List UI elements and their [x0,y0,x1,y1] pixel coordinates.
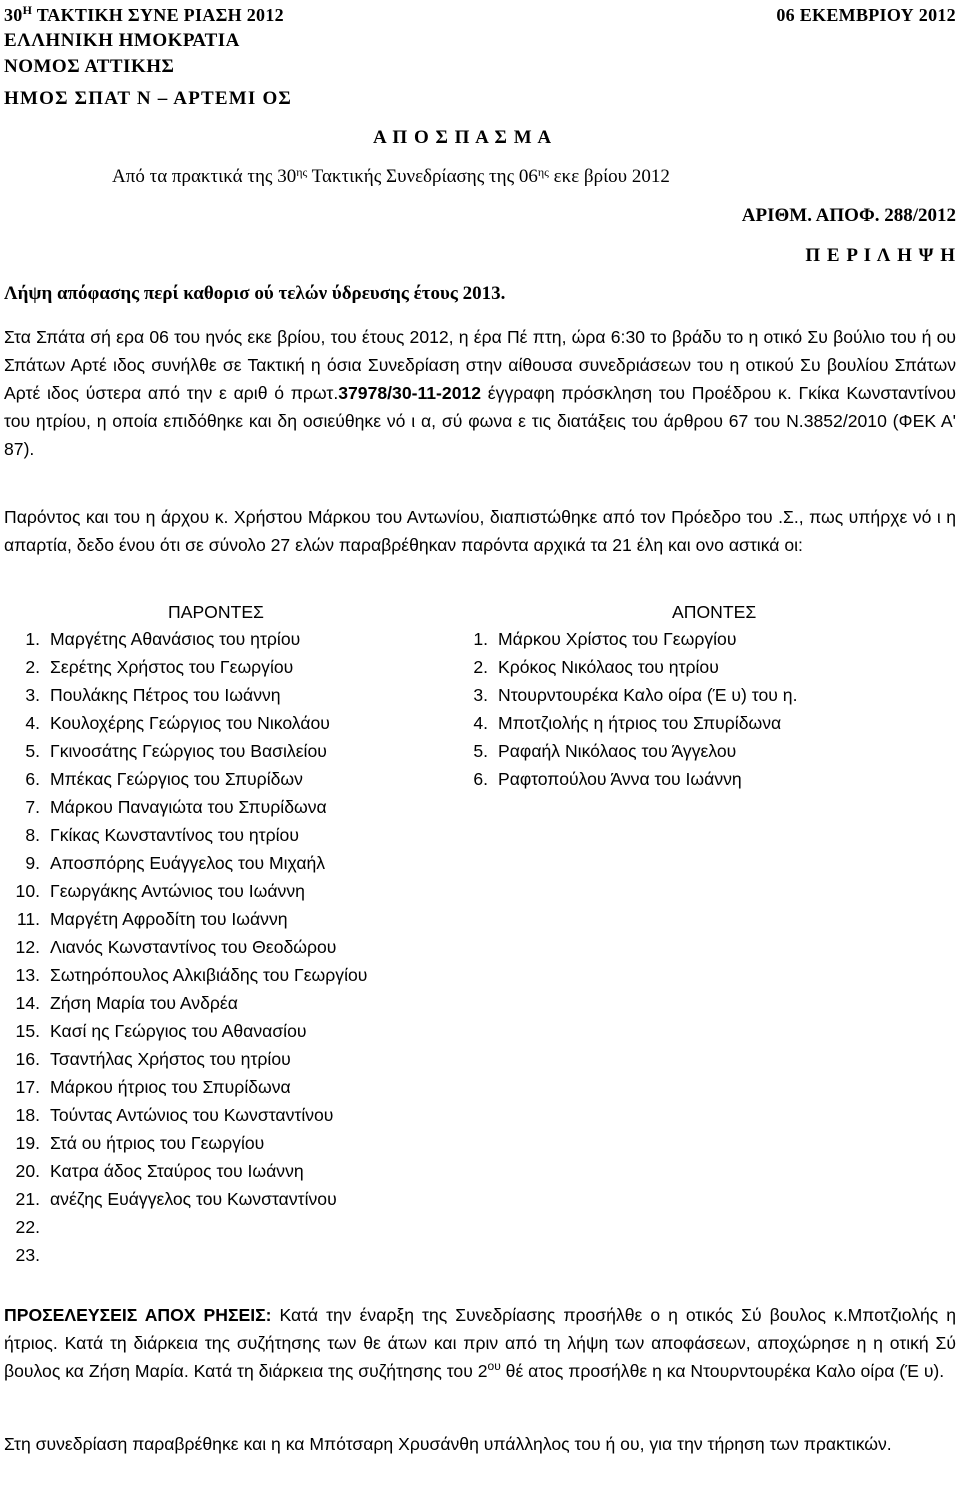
arrivals-paragraph [4,1301,956,1385]
list-item [0,684,281,706]
list-item-name: Ζήση Μαρία του Ανδρέα [50,993,238,1013]
list-item-name: ανέζης Ευάγγελος του Κωνσταντίνου [50,1189,337,1209]
list-item-number: 13. [15,965,40,985]
present-heading: ΠΑΡΟΝΤΕΣ [168,602,264,622]
list-item-name: Μάρκου Παναγιώτα του Σπυρίδωνα [50,797,327,817]
presence-paragraph: Παρόντος και του η άρχου κ. Χρήστου Μάρκου του Αντωνίου, διαπιστώθηκε από τον Πρόεδρο του .Σ., πως υπήρχε νό ι η απαρτία, δεδο ένου ότι σε σύνολο 27 ελών παραβρέθηκαν παρόντα αρχικά τα 21 έλη και ονο αστικά οι: [4,507,956,555]
list-item-number: 4. [473,713,488,733]
arrivals-superscript: ου [487,1359,501,1373]
list-item-name: Κρόκος Νικόλαος του ητρίου [498,657,719,677]
list-item [0,1104,333,1126]
list-item [0,824,299,846]
list-item-number: 2. [25,657,40,677]
list-item-name: Τσαντήλας Χρήστος του ητρίου [50,1049,291,1069]
list-item-number: 7. [25,797,40,817]
list-item [0,1188,337,1210]
absent-heading: ΑΠΟΝΤΕΣ [672,602,757,622]
list-item-number: 2. [473,657,488,677]
protocol-number: 37978/30-11-2012 [338,383,482,403]
session-number: 30 [4,5,23,25]
list-item-number: 9. [25,853,40,873]
list-item [448,712,781,734]
list-item-number: 4. [25,713,40,733]
list-item-number: 3. [25,685,40,705]
session-superscript: Η [22,3,33,17]
country-line: ΕΛΛΗΝΙΚΗ ΗΜΟΚΡΑΤΙΑ [4,30,240,51]
list-item-name: Ντουρντουρέκα Καλο οίρα (Έ υ) του η. [498,685,798,705]
list-item-number: 3. [473,685,488,705]
list-item-number: 6. [473,769,488,789]
decision-number: ΑΡΙΘΜ. ΑΠΟΦ. 288/2012 [741,205,956,226]
list-item-name: Αποσπόρης Ευάγγελος του Μιχαήλ [50,853,326,873]
list-item [448,628,736,650]
list-item [0,656,293,678]
list-item [0,1216,50,1238]
intro-text-b: έγγραφη πρόσκληση του Προέδρου κ. Γκίκα Κωνσταντίνου του ητρίου, η οποία επιδόθηκε και δη οσιεύθηκε νό ι α, σύ φωνα ε τις διατάξεις του άρθρου 67 του Ν.3852/2010 (ΦΕΚ Α' 87). [4,383,956,459]
extract-part-b: Τακτικής Συνεδρίασης της 06 [307,166,538,187]
extract-sup-2: ης [537,165,549,179]
list-item-name: Μπέκας Γεώργιος του Σπυρίδων [50,769,303,789]
list-item-name: Ραφαήλ Νικόλαος του Άγγελου [498,741,737,761]
list-item-name: Γκίκας Κωνσταντίνος του ητρίου [50,825,299,845]
list-item-name: Κασί ης Γεώργιος του Αθανασίου [50,1021,307,1041]
list-item-name: Σωτηρόπουλος Αλκιβιάδης του Γεωργίου [50,965,368,985]
list-item [0,1244,50,1266]
list-item-number: 1. [25,629,40,649]
list-item [0,964,367,986]
list-item-number: 5. [25,741,40,761]
list-item-name: Κατρα άδος Σταύρος του Ιωάννη [50,1161,304,1181]
extract-sup-1: ης [296,165,308,179]
list-item [0,1020,307,1042]
list-item-name: Σερέτης Χρήστος του Γεωργίου [50,657,294,677]
summary-label: Π Ε Ρ Ι Λ Η Ψ Η [805,245,956,266]
list-item-number: 21. [15,1189,40,1209]
session-date: 06 ΕΚΕΜΒΡΙΟΥ 2012 [776,5,956,25]
extract-part-a: Από τα πρακτικά της 30 [112,166,297,187]
municipality-line: ΗΜΟΣ ΣΠΑΤ Ν – ΑΡΤΕΜΙ ΟΣ [4,88,293,109]
arrivals-text-b: θέ ατος προσήλθε η κα Ντουρντουρέκα Καλο οίρα (Έ υ). [500,1361,945,1381]
list-item [448,684,797,706]
list-item-name: Μάρκου ήτριος του Σπυρίδωνα [50,1077,291,1097]
list-item [448,740,736,762]
list-item-name: Τούντας Αντώνιος του Κωνσταντίνου [50,1105,334,1125]
list-item-number: 12. [15,937,40,957]
document-title: Α Π Ο Σ Π Α Σ Μ Α [373,127,553,148]
list-item [0,1048,291,1070]
extract-part-c: εκε βρίου 2012 [548,166,670,187]
list-item [448,656,719,678]
list-item-name: Γεωργάκης Αντώνιος του Ιωάννη [50,881,305,901]
list-item [0,908,288,930]
list-item [0,1132,264,1154]
list-item-number: 16. [15,1049,40,1069]
intro-paragraph [4,323,956,463]
list-item-number: 19. [15,1133,40,1153]
arrivals-label: ΠΡΟΣΕΛΕΥΣΕΙΣ ΑΠΟΧ ΡΗΣΕΙΣ: [4,1305,272,1325]
list-item-number: 15. [15,1021,40,1041]
list-item-number: 6. [25,769,40,789]
list-item [0,852,325,874]
prefecture-line: ΝΟΜΟΣ ΑΤΤΙΚΗΣ [4,56,175,77]
list-item-name: Μάρκου Χρίστος του Γεωργίου [498,629,737,649]
intro-text-a: Στα Σπάτα σή ερα 06 του ηνός εκε βρίου, του έτους 2012, η έρα Πέ πτη, ώρα 6:30 το βράδυ το η οτικό Συ βούλιο του ή ου Σπάτων Αρτέ ιδος συνήλθε σε Τακτική η όσια Συνεδρίαση στην αίθουσα συνεδριάσεων του η οτικού Συ βουλίου Σπάτων Αρτέ ιδος ύστερα από την ε αριθ ό πρωτ. [4,327,956,403]
list-item [0,628,300,650]
list-item [0,1076,291,1098]
list-item-number: 17. [15,1077,40,1097]
list-item-number: 14. [15,993,40,1013]
list-item-number: 22. [15,1217,40,1237]
list-item-number: 20. [15,1161,40,1181]
list-item-name: Στά ου ήτριος του Γεωργίου [50,1133,265,1153]
list-item [448,768,742,790]
list-item-number: 1. [473,629,488,649]
list-item-name: Μαργέτη Αφροδίτη του Ιωάννη [50,909,288,929]
session-title [4,4,284,26]
list-item-number: 10. [15,881,40,901]
decision-subject: Λήψη απόφασης περί καθορισ ού τελών ύδρευσης έτους 2013. [4,283,506,304]
list-item-number: 23. [15,1245,40,1265]
list-item-name: Πουλάκης Πέτρος του Ιωάννη [50,685,281,705]
list-item [0,768,303,790]
list-item-name: Κουλοχέρης Γεώργιος του Νικολάου [50,713,330,733]
list-item-name: Ραφτοπούλου Άννα του Ιωάννη [498,769,742,789]
extract-line [112,166,670,188]
list-item-number: 8. [25,825,40,845]
list-item-number: 5. [473,741,488,761]
list-item-number: 11. [16,909,40,929]
minutes-keeper-paragraph: Στη συνεδρίαση παραβρέθηκε και η κα Μπότσαρη Χρυσάνθη υπάλληλος του ή ου, για την τήρηση των πρακτικών. [4,1434,892,1454]
session-title-text: ΤΑΚΤΙΚΗ ΣΥΝΕ ΡΙΑΣΗ 2012 [36,5,284,25]
list-item [0,992,238,1014]
arrivals-text-a: Κατά την έναρξη της Συνεδρίασης προσήλθε ο η οτικός Σύ βουλος κ.Μποτζιολής η ήτριος. Κατά τη διάρκεια της συζήτησης των θε άτων και πριν από τη λήψη των αποφάσεων, αποχώρησε η η οτική Σύ βουλος κα Ζήση Μαρία. Κατά τη διάρκεια της συζήτησης του 2 [4,1305,956,1381]
list-item [0,740,327,762]
list-item [0,880,305,902]
list-item [0,936,336,958]
list-item-name: Μαργέτης Αθανάσιος του ητρίου [50,629,301,649]
list-item-name: Λιανός Κωνσταντίνος του Θεοδώρου [50,937,337,957]
list-item [0,1160,304,1182]
list-item-name: Μποτζιολής η ήτριος του Σπυρίδωνα [498,713,782,733]
list-item-name: Γκινοσάτης Γεώργιος του Βασιλείου [50,741,327,761]
list-item-number: 18. [15,1105,40,1125]
list-item [0,712,330,734]
list-item [0,796,327,818]
